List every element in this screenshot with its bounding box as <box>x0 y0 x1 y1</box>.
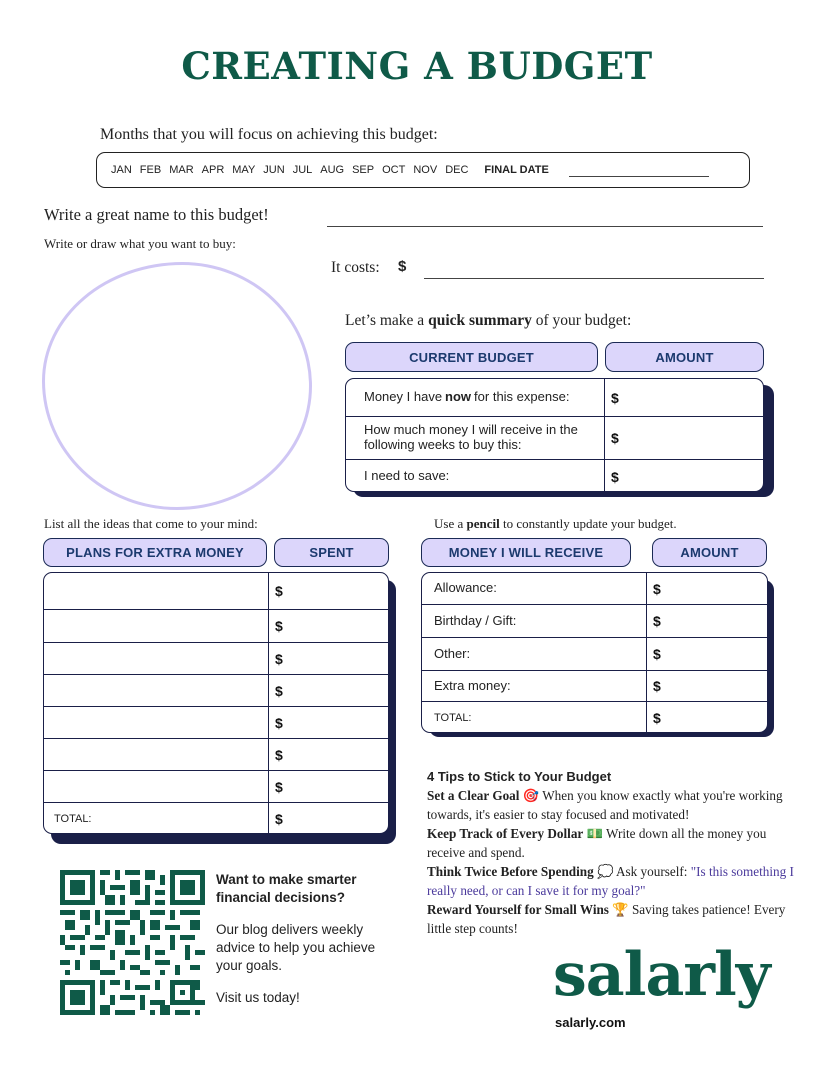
receive-header: MONEY I WILL RECEIVE <box>421 538 631 567</box>
summary-row <box>346 459 763 492</box>
promo-headline: Want to make smarter financial decisions? <box>216 872 357 905</box>
receive-table <box>421 572 768 733</box>
plans-row-value[interactable]: $ <box>268 707 283 738</box>
receive-row-value[interactable]: $ <box>646 671 661 701</box>
receive-row-value[interactable]: $ <box>646 573 661 604</box>
receive-row <box>422 573 767 604</box>
month-apr[interactable]: APR <box>201 164 225 176</box>
plans-row <box>44 706 388 738</box>
month-dec[interactable]: DEC <box>445 164 469 176</box>
tip-item: Set a Clear Goal 🎯 When you know exactly what you're working towards, it's easier to stay focused and motivated! <box>427 788 783 822</box>
receive-total-row <box>422 701 767 733</box>
plans-prompt: List all the ideas that come to your mind: <box>44 516 258 531</box>
summary-table <box>345 378 764 492</box>
summary-row-label: Money I have now for this expense: <box>364 389 570 405</box>
plans-header: PLANS FOR EXTRA MONEY <box>43 538 267 567</box>
month-feb[interactable]: FEB <box>139 164 162 176</box>
month-jun[interactable]: JUN <box>263 164 285 176</box>
month-sep[interactable]: SEP <box>352 164 375 176</box>
spent-header: SPENT <box>274 538 389 567</box>
receive-row <box>422 637 767 670</box>
month-nov[interactable]: NOV <box>413 164 438 176</box>
plans-row-value[interactable]: $ <box>268 573 283 609</box>
plans-row <box>44 674 388 706</box>
final-date-label: FINAL DATE <box>484 164 549 176</box>
plans-table <box>43 572 389 834</box>
month-oct[interactable]: OCT <box>382 164 406 176</box>
month-jan[interactable]: JAN <box>111 164 132 176</box>
receive-amount-header: AMOUNT <box>652 538 767 567</box>
receive-total-value[interactable]: $ <box>646 702 661 733</box>
summary-amount-header: AMOUNT <box>605 342 764 372</box>
target-icon: 🎯 <box>522 788 540 803</box>
tip-item: Reward Yourself for Small Wins 🏆 Saving takes patience! Every little step counts! <box>427 902 786 936</box>
costs-dollar: $ <box>398 258 407 275</box>
trophy-icon: 🏆 <box>612 902 629 917</box>
plans-total-value[interactable]: $ <box>268 803 283 834</box>
budget-name-prompt: Write a great name to this budget! <box>44 205 269 224</box>
page-title: CREATING A BUDGET <box>181 44 653 88</box>
summary-row-value[interactable]: $ <box>604 417 619 459</box>
drawing-area[interactable] <box>42 262 312 510</box>
plans-total-row <box>44 802 388 834</box>
plans-row-value[interactable]: $ <box>268 643 283 674</box>
costs-label: It costs: <box>331 259 380 276</box>
money-icon: 💵 <box>586 826 603 841</box>
summary-row-label: I need to save: <box>364 468 450 484</box>
promo-block <box>216 871 396 1021</box>
receive-row-label: Birthday / Gift: <box>434 612 517 628</box>
plans-row <box>44 738 388 770</box>
summary-row-label: How much money I will receive in the following weeks to buy this: <box>364 422 578 452</box>
plans-row-value[interactable]: $ <box>268 675 283 706</box>
summary-row-value[interactable]: $ <box>604 379 619 416</box>
tips-section <box>427 767 797 938</box>
draw-prompt: Write or draw what you want to buy: <box>44 236 236 251</box>
month-aug[interactable]: AUG <box>320 164 345 176</box>
promo-body: Our blog delivers weekly advice to help you achieve your goals. <box>216 922 376 973</box>
summary-prompt: Let’s make a quick summary of your budget: <box>345 312 632 329</box>
final-date-field[interactable] <box>569 164 709 177</box>
receive-row-label: Allowance: <box>434 580 497 596</box>
costs-field[interactable] <box>424 278 764 279</box>
tip-item: Keep Track of Every Dollar 💵 Write down all the money you receive and spend. <box>427 826 767 860</box>
salarly-url[interactable]: salarly.com <box>555 1015 626 1030</box>
plans-row-value[interactable]: $ <box>268 771 283 802</box>
tips-heading: 4 Tips to Stick to Your Budget <box>427 769 612 784</box>
thought-bubble-icon: 💭 <box>597 864 614 879</box>
months-box <box>96 152 750 188</box>
month-jul[interactable]: JUL <box>292 164 313 176</box>
salarly-logo[interactable]: salarly <box>553 940 770 1010</box>
tip-item: Think Twice Before Spending 💭 Ask yourself: "Is this something I really need, or can I save it for my goal?" <box>427 864 794 898</box>
promo-cta[interactable]: Visit us today! <box>216 990 300 1005</box>
budget-name-field[interactable] <box>327 226 763 227</box>
plans-row <box>44 642 388 674</box>
plans-row-value[interactable]: $ <box>268 739 283 770</box>
receive-row-value[interactable]: $ <box>646 605 661 637</box>
plans-row <box>44 770 388 802</box>
receive-total-label: TOTAL: <box>434 711 472 724</box>
month-may[interactable]: MAY <box>232 164 256 176</box>
qr-code-icon[interactable] <box>60 870 205 1015</box>
months-prompt: Months that you will focus on achieving this budget: <box>100 126 438 143</box>
summary-row <box>346 379 763 416</box>
plans-total-label: TOTAL: <box>54 812 92 825</box>
receive-row-label: Extra money: <box>434 677 511 693</box>
plans-row-value[interactable]: $ <box>268 610 283 642</box>
receive-prompt: Use a pencil to constantly update your budget. <box>434 516 677 531</box>
receive-row-label: Other: <box>434 645 471 661</box>
receive-row <box>422 604 767 637</box>
summary-row-value[interactable]: $ <box>604 460 619 492</box>
plans-row <box>44 573 388 609</box>
receive-row-value[interactable]: $ <box>646 638 661 670</box>
plans-row <box>44 609 388 642</box>
current-budget-header: CURRENT BUDGET <box>345 342 598 372</box>
month-mar[interactable]: MAR <box>169 164 194 176</box>
receive-row <box>422 670 767 701</box>
summary-row <box>346 416 763 459</box>
